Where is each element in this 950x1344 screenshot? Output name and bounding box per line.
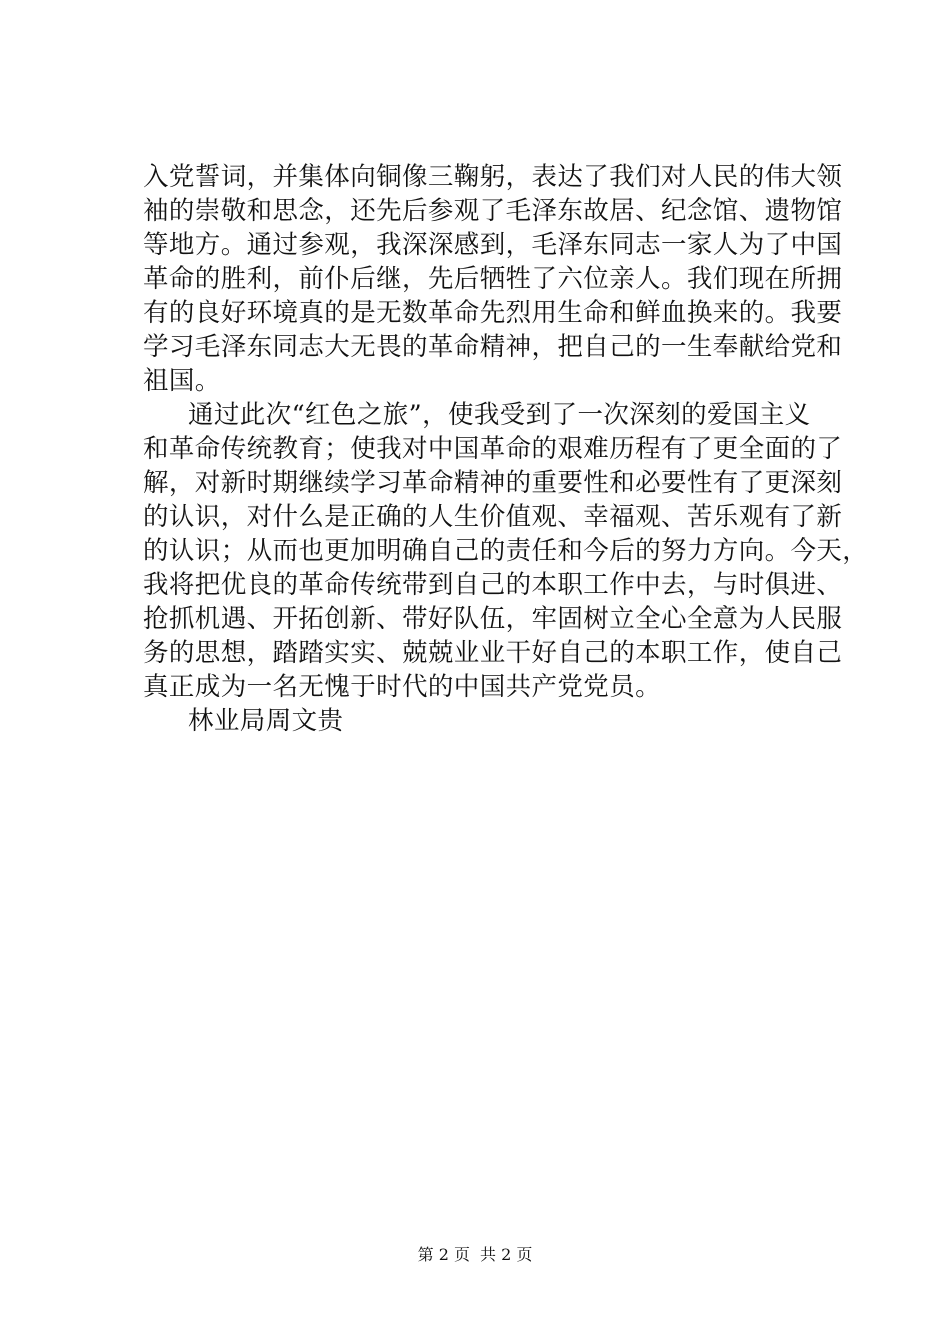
- page-footer: [0, 1243, 950, 1267]
- text-line: 有的良好环境真的是无数革命先烈用生命和鲜血换来的。我要: [143, 298, 843, 328]
- text-line: 解，对新时期继续学习革命精神的重要性和必要性有了更深刻: [143, 468, 843, 498]
- text-line: 的认识，对什么是正确的人生价值观、幸福观、苦乐观有了新: [143, 502, 843, 532]
- text-line: 入党誓词，并集体向铜像三鞠躬，表达了我们对人民的伟大领: [143, 162, 843, 192]
- text-line: 抢抓机遇、开拓创新、带好队伍，牢固树立全心全意为人民服: [143, 604, 843, 634]
- text-line: 通过此次“红色之旅”，使我受到了一次深刻的爱国主义: [188, 400, 811, 430]
- text-line: 我将把优良的革命传统带到自己的本职工作中去，与时俱进、: [143, 570, 843, 600]
- text-line: 祖国。: [143, 366, 221, 396]
- text-line: 学习毛泽东同志大无畏的革命精神，把自己的一生奉献给党和: [143, 332, 843, 362]
- text-line: 务的思想，踏踏实实、兢兢业业干好自己的本职工作，使自己: [143, 638, 843, 668]
- text-line: 等地方。通过参观，我深深感到，毛泽东同志一家人为了中国: [143, 230, 843, 260]
- document-body: [143, 160, 869, 738]
- signature: 林业局周文贵: [188, 706, 344, 736]
- page-total: 共 2 页: [480, 1245, 533, 1264]
- text-line: 袖的崇敬和思念，还先后参观了毛泽东故居、纪念馆、遗物馆: [143, 196, 843, 226]
- page-number: 第 2 页: [417, 1245, 470, 1264]
- text-line: 革命的胜利，前仆后继，先后牺牲了六位亲人。我们现在所拥: [143, 264, 843, 294]
- text-line: 真正成为一名无愧于时代的中国共产党党员。: [143, 672, 662, 702]
- text-line: 和革命传统教育；使我对中国革命的艰难历程有了更全面的了: [143, 434, 843, 464]
- text-line: 的认识；从而也更加明确自己的责任和今后的努力方向。今天，: [143, 536, 869, 566]
